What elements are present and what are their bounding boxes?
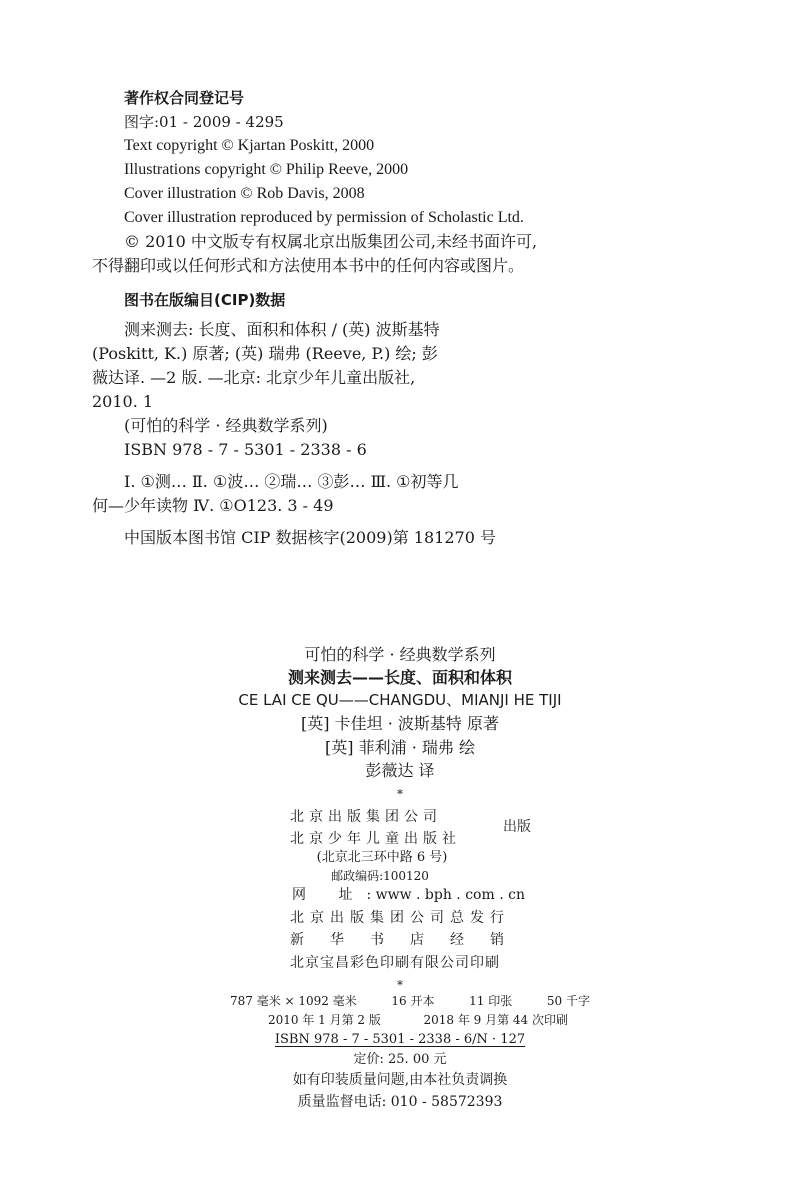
publisher-2: 北京少年儿童出版社 — [290, 831, 461, 847]
book-title: 测来测去——长度、面积和体积 — [287, 668, 512, 687]
printing: 2018 年 9 月第 44 次印刷 — [423, 1013, 568, 1027]
chinese-rights-line-2: 不得翻印或以任何形式和方法使用本书中的任何内容或图片。 — [92, 256, 525, 275]
spec-format: 16 开本 — [391, 994, 435, 1008]
cip-line-1: 测来测去: 长度、面积和体积 / (英) 波斯基特 — [124, 320, 440, 339]
cip-heading: 图书在版编目(CIP)数据 — [124, 291, 286, 309]
publisher-names — [290, 806, 461, 850]
copyright-heading: 著作权合同登记号 — [124, 89, 245, 107]
price: 定价: 25. 00 元 — [353, 1052, 447, 1067]
illustrations-copyright: Illustrations copyright © Philip Reeve, 2000 — [124, 161, 409, 178]
cover-permission: Cover illustration reproduced by permission of Scholastic Ltd. — [124, 209, 524, 226]
cover-illustration-copyright: Cover illustration © Rob Davis, 2008 — [124, 185, 365, 202]
website-row — [292, 885, 525, 905]
cip-line-3: 薇达译. —2 版. —北京: 北京少年儿童出版社, — [92, 368, 416, 387]
spec-words: 50 千字 — [546, 994, 590, 1008]
publisher-address: (北京北三环中路 6 号) — [316, 850, 448, 865]
chinese-rights-line-1: © 2010 中文版专有权属北京出版集团公司,未经书面许可, — [124, 232, 538, 251]
cip-verification: 中国版本图书馆 CIP 数据核字(2009)第 181270 号 — [124, 528, 496, 547]
seller: 新华书店经销 — [290, 932, 530, 948]
isbn: ISBN 978 - 7 - 5301 - 2338 - 6/N · 127 — [274, 1032, 526, 1047]
text-copyright: Text copyright © Kjartan Poskitt, 2000 — [124, 137, 375, 154]
spec-size: 787 毫米 × 1092 毫米 — [230, 994, 357, 1008]
edition-row — [268, 1011, 568, 1029]
printer: 北京宝昌彩色印刷有限公司印刷 — [290, 955, 500, 971]
website-url: : www . bph . com . cn — [366, 887, 525, 903]
series-name: 可怕的科学 · 经典数学系列 — [304, 645, 496, 664]
website-label: 网 址 — [292, 887, 367, 903]
spec-sheets: 11 印张 — [469, 994, 513, 1008]
distributor: 北京出版集团公司总发行 — [290, 910, 510, 926]
cip-line-5: (可怕的科学 · 经典数学系列) — [124, 416, 328, 435]
cip-line-7: Ⅰ. ①测… Ⅱ. ①波… ②瑞… ③彭… Ⅲ. ①初等几 — [124, 472, 459, 491]
translator-credit: 彭薇达 译 — [365, 761, 435, 780]
cip-line-4: 2010. 1 — [92, 392, 154, 411]
book-title-pinyin: CE LAI CE QU——CHANGDU、MIANJI HE TIJI — [238, 691, 562, 709]
publisher-group — [290, 806, 550, 850]
cip-line-8: 何—少年读物 Ⅳ. ①O123. 3 - 49 — [92, 496, 334, 515]
divider-star-2: * — [397, 978, 403, 992]
cip-line-6: ISBN 978 - 7 - 5301 - 2338 - 6 — [124, 440, 367, 459]
publish-label: 出版 — [503, 819, 531, 835]
specifications-row — [230, 992, 590, 1010]
author-credit: [英] 卡佳坦 · 波斯基特 原著 — [301, 714, 499, 733]
divider-star-1: * — [397, 787, 403, 801]
publisher-1: 北京出版集团公司 — [290, 809, 442, 825]
quality-phone: 质量监督电话: 010 - 58572393 — [297, 1094, 503, 1110]
postcode: 邮政编码:100120 — [331, 869, 429, 883]
edition: 2010 年 1 月第 2 版 — [268, 1013, 381, 1027]
quality-notice: 如有印装质量问题,由本社负责调换 — [292, 1072, 508, 1088]
registration-number: 图字:01 - 2009 - 4295 — [124, 113, 284, 131]
illustrator-credit: [英] 菲利浦 · 瑞弗 绘 — [325, 738, 475, 757]
cip-line-2: (Poskitt, K.) 原著; (英) 瑞弗 (Reeve, P.) 绘; 彭 — [92, 344, 438, 363]
